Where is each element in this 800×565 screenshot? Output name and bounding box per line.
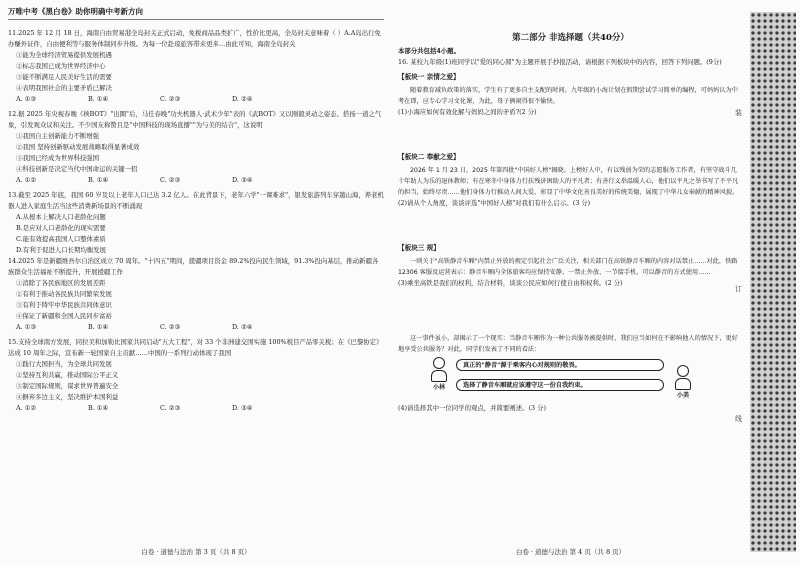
- question-stem: 11.2025 年 12 月 18 日，海南自由贸易港全岛封关正式启动，免税商品品类扩广，性价比更高，全岛封关意味着（ ）A.A岛出行免办赚外证件，自由便利等与服务体制同步升级。为每一位赴琼旅客带来更多…由此可知，海南全岛封关: [8, 29, 381, 48]
- question-12: [8, 109, 384, 186]
- statement-option: ④科技创新是决定当代中国命运的关键一招: [16, 165, 138, 173]
- answer-choices: [8, 403, 384, 414]
- block-title: 【板块三 规】: [398, 244, 440, 252]
- material-text: 随着教育减负政策的落实，学生有了更多自主支配的时间。九年级的小海计划在假期尝试学习简单的编程，可妈妈认为中考在即，应专心学习文化课，为此，母子俩闹得很不愉快。: [398, 87, 738, 105]
- choice-d[interactable]: D. ③④: [232, 176, 253, 184]
- statement-option: ④表明我国社会的主要矛盾已解决: [16, 84, 112, 92]
- choice-a[interactable]: A. ①③: [16, 95, 37, 103]
- statement-option: ①我国自主创新能力不断增强: [16, 132, 100, 140]
- page-footer: 白卷 · 道德与法治 第 4 页（共 8 页）: [515, 548, 626, 556]
- page-footer: 白卷 · 道德与法治 第 3 页（共 8 页）: [141, 548, 251, 556]
- choice-b[interactable]: B. ①④: [88, 95, 109, 103]
- speaker-name: 小美: [676, 392, 689, 399]
- answer-space[interactable]: [398, 289, 743, 333]
- binding-mark: 线: [735, 415, 742, 423]
- choice-c[interactable]: C. ②③: [160, 323, 181, 331]
- choice-b[interactable]: B. ①④: [88, 404, 109, 412]
- choice-c[interactable]: C. ②③: [160, 404, 181, 412]
- page-4: [398, 6, 743, 558]
- choice-c[interactable]: C. ②③: [160, 176, 181, 184]
- speech-bubble: 真正的"静音"源于乘客内心对规则的敬畏。: [456, 359, 664, 371]
- block-title: 【板块一 亲情之爱】: [398, 73, 460, 81]
- statement-option: ①践行大国担当，为全球共同发展: [16, 360, 112, 368]
- body-shape: [675, 378, 691, 390]
- choice-d[interactable]: D. ②④: [232, 95, 253, 103]
- head-icon: [677, 365, 689, 377]
- choice-a[interactable]: A. ①③: [16, 323, 37, 331]
- statement-option: ③能不断满足人民美好生活的需要: [16, 73, 112, 81]
- binding-strip-pattern: [750, 12, 796, 552]
- block-title: 【板块二 奉献之爱】: [398, 153, 460, 161]
- choice-a[interactable]: A. ①②: [16, 404, 37, 412]
- binding-mark: 订: [735, 285, 742, 293]
- statement-option: ②坚持互利共赢，推动国际公平正义: [16, 371, 119, 379]
- statement-option[interactable]: A.从根本上解决人口老龄化问题: [16, 213, 106, 221]
- answer-space[interactable]: [398, 118, 743, 148]
- head-icon: [433, 357, 445, 369]
- choice-d[interactable]: D. ③④: [232, 404, 253, 412]
- choice-b[interactable]: B. ①④: [88, 176, 109, 184]
- choice-c[interactable]: C. ②③: [160, 95, 181, 103]
- statement-option: ③我国已经成为世界科技强国: [16, 154, 100, 162]
- sub-question: (1)小海应如何有效化解与妈妈之间的矛盾?(2 分): [398, 108, 537, 116]
- statement-option: ②有利于推动各民族共同繁荣发展: [16, 290, 112, 298]
- statement-option: ③有利于铸牢中华民族共同体意识: [16, 301, 112, 309]
- statement-option: ①消除了各民族地区的发展差距: [16, 279, 106, 287]
- material-text: 一则关于"高铁静音车厢"内禁止外放的规定引起社会广泛关注，相关部门在高铁静音车厢的内容对话禁止……对此，铁路 12306 客服及运营表示：静音车厢内全体旅客均应保持安静、一禁止外放、一节接手机、可以静音的方式使用……: [398, 258, 738, 276]
- question-15: [8, 337, 384, 414]
- question-14: [8, 256, 384, 333]
- cartoon-illustration: [398, 357, 743, 401]
- question-stem: 13.截至 2025 年底，我国 60 岁及以上老年人口已达 3.2 亿人。在此背景下，老年六学"一课难求"，银发旅游列车穿越山海，养老机器人进入家庭生活当这些消费新场景的不断涌现: [8, 191, 384, 210]
- question-stem: 15.支持全球南方发展，同拉美和加勒比国家共同启动"五大工程"，对 33 个非洲建交国实施 100%税目产品零关税；在《巴黎协定》达成 10 周年之际，宣布新一轮国家自主贡献……中国的一系列行动体现了我国: [8, 338, 383, 357]
- statement-option: ②标志我国已成为世界经济中心: [16, 62, 106, 70]
- statement-option[interactable]: C.能有效提高我国人口整体素质: [16, 235, 106, 243]
- statement-option[interactable]: B.是应对人口老龄化的现实需要: [16, 224, 106, 232]
- page-3: [8, 6, 384, 558]
- speech-bubble: 选择了静音车厢就应该遵守这一份自我约束。: [456, 379, 664, 391]
- question-stem: 14.2025 年是新疆维吾尔自治区成立 70 周年。"十四五"期间，援疆项目资金 89.2%投向民生领域，91.3%投向基层，推动新疆各族群众生活福祉不断提升，开展援疆工作: [8, 257, 379, 276]
- part-title: 第二部分 非选择题（共40分）: [512, 33, 629, 43]
- statement-option: ④保证了新疆和全国人民同步富裕: [16, 312, 112, 320]
- statement-option[interactable]: D.有利于促进人口长期均衡发展: [16, 246, 107, 254]
- question-stem: 12.据 2025 年央视春晚《秧BOT》"出圈"后，马任春晚"功夫机器人·武术少年"表的《武BOT》又以刚毅灵动之姿态、搭扬一道之气象，引发观众议和关注。不少国友称赞且是"中国科技的现场直播""为与美的结合"，这说明: [8, 110, 382, 129]
- statement-option: ②我国 坚持创新驱动发展战略取得显著成效: [16, 143, 140, 151]
- statement-option: ③制定国际规则，谋求世界普遍安全: [16, 382, 119, 390]
- question-13: [8, 190, 384, 256]
- student-figure: [672, 365, 694, 399]
- binding-mark: 装: [735, 109, 742, 117]
- choice-b[interactable]: B. ①④: [88, 323, 109, 331]
- answer-space[interactable]: [398, 209, 743, 239]
- page-header: 万唯中考《黑白卷》助你明确中考新方向: [8, 6, 384, 20]
- question-16-stem: 16. 某校九年级(1)班同学以"爱的同心圆"为主题开展手抄报活动，请根据下列板块中的内容，回答下列问题。(9分): [398, 58, 722, 66]
- question-11: [8, 28, 384, 105]
- sub-question: (4)请选择其中一位同学的观点，并简要阐述。(3 分): [398, 404, 546, 412]
- body-shape: [431, 370, 447, 382]
- part-note: 本部分共包括4小题。: [398, 47, 460, 55]
- answer-choices: [8, 94, 384, 105]
- choice-d[interactable]: D. ②④: [232, 323, 253, 331]
- answer-choices: [8, 322, 384, 333]
- comment-text: 这一事件虽小，却揭示了一个现实：当静音车厢作为一种公共服务被提供时，我们应当如何在不影响他人的情况下，更好地享受公共服务？对此，同学们发表了不同的看法：: [398, 335, 738, 353]
- sub-question: (3)乘坐高铁是我们的权利，结合材料，谈谈公民应如何行使自由和权利。(2 分): [398, 279, 623, 287]
- student-figure: [428, 357, 450, 391]
- sub-question: (2)请从个人角度，谈谈评选"中国好人榜"对我们有什么启示。(3 分): [398, 199, 591, 207]
- statement-option: ①能为全球经济贸易提供发展机遇: [16, 51, 112, 59]
- material-text: 2026 年 1 月 23 日，2025 年第四批"中国好人榜"揭晓。上榜好人中，有以残弱为荣的志愿服务工作者，有坚守战斗几十年助人为乐的退休教师；有在寒冬中身体力行扶残济困助人的平凡者；有善行义举温暖人心，他们以平凡之举书写了不平凡的担当，始终尽责……他们身体力行推动人间大爱，彰显了中华文化善良美好的传统美德，展现了中华儿女奉献的精神风貌。: [398, 167, 739, 196]
- statement-option: ④摒弃多边主义，坚决维护本国利益: [16, 393, 119, 401]
- speaker-name: 小林: [432, 384, 445, 391]
- answer-choices: [8, 175, 384, 186]
- choice-a[interactable]: A. ①②: [16, 176, 37, 184]
